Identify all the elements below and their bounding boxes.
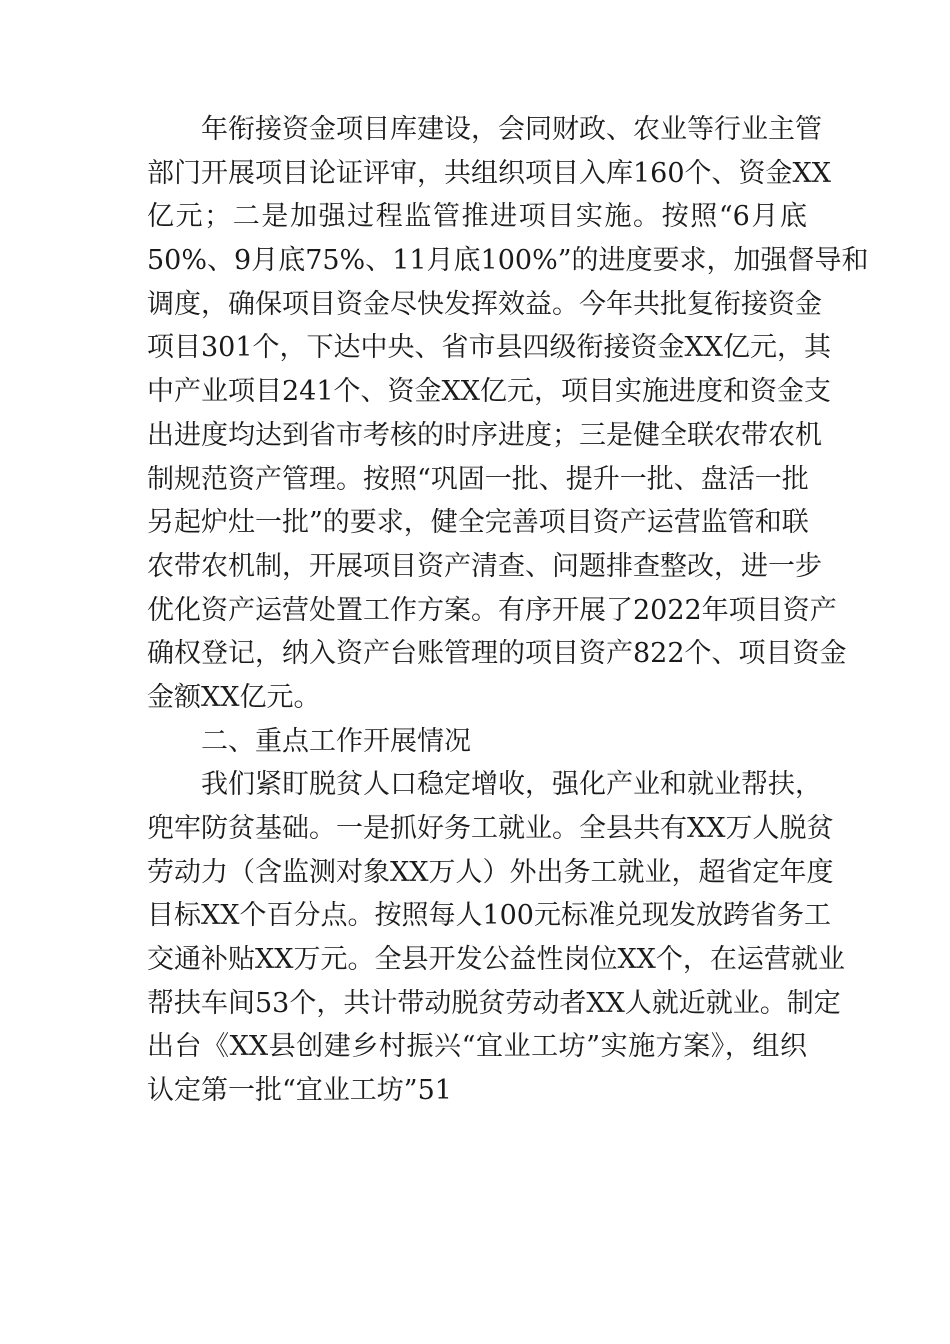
text-line: 我们紧盯脱贫人口稳定增收，强化产业和就业帮扶， [201, 769, 822, 801]
text-line: 部门开展项目论证评审，共组织项目入库160个、资金XX [147, 157, 831, 189]
text-line: 50%、9月底75%、11月底100%”的进度要求，加强督导和 [147, 245, 869, 277]
text-line: 认定第一批“宜业工坊”51 [147, 1075, 452, 1107]
text-line: 年衔接资金项目库建设，会同财政、农业等行业主管 [201, 114, 822, 145]
text-line: 目标XX个百分点。按照每人100元标准兑现发放跨省务工 [147, 900, 831, 932]
text-line: 兜牢防贫基础。一是抓好务工就业。全县共有XX万人脱贫 [147, 813, 834, 844]
text-line: 交通补贴XX万元。全县开发公益性岗位XX个，在运营就业 [147, 944, 845, 976]
text-line: 劳动力（含监测对象XX万人）外出务工就业，超省定年度 [147, 856, 834, 888]
text-line: 帮扶车间53个，共计带动脱贫劳动者XX人就近就业。制定 [147, 987, 841, 1019]
text-line: 项目301个，下达中央、省市县四级衔接资金XX亿元，其 [147, 332, 831, 364]
text-line: 农带农机制，开展项目资产清查、问题排查整改，进一步 [147, 550, 822, 582]
text-line: 出台《XX县创建乡村振兴“宜业工坊”实施方案》，组织 [147, 1031, 807, 1063]
text-line: 金额XX亿元。 [147, 681, 321, 713]
text-line: 亿元；二是加强过程监管推进项目实施。按照“6月底 [147, 201, 807, 233]
text-line: 另起炉灶一批”的要求，健全完善项目资产运营监管和联 [147, 507, 809, 539]
section-heading: 二、重点工作开展情况 [201, 725, 471, 757]
text-line: 调度，确保项目资金尽快发挥效益。今年共批复衔接资金 [147, 288, 822, 320]
document-body [147, 108, 869, 1113]
text-line: 中产业项目241个、资金XX亿元，项目实施进度和资金支 [147, 376, 831, 408]
text-line: 优化资产运营处置工作方案。有序开展了2022年项目资产 [147, 594, 837, 626]
text-line: 确权登记，纳入资产台账管理的项目资产822个、项目资金 [147, 638, 847, 670]
text-line: 制规范资产管理。按照“巩固一批、提升一批、盘活一批 [147, 463, 809, 495]
text-line: 出进度均达到省市考核的时序进度；三是健全联农带农机 [147, 419, 822, 451]
